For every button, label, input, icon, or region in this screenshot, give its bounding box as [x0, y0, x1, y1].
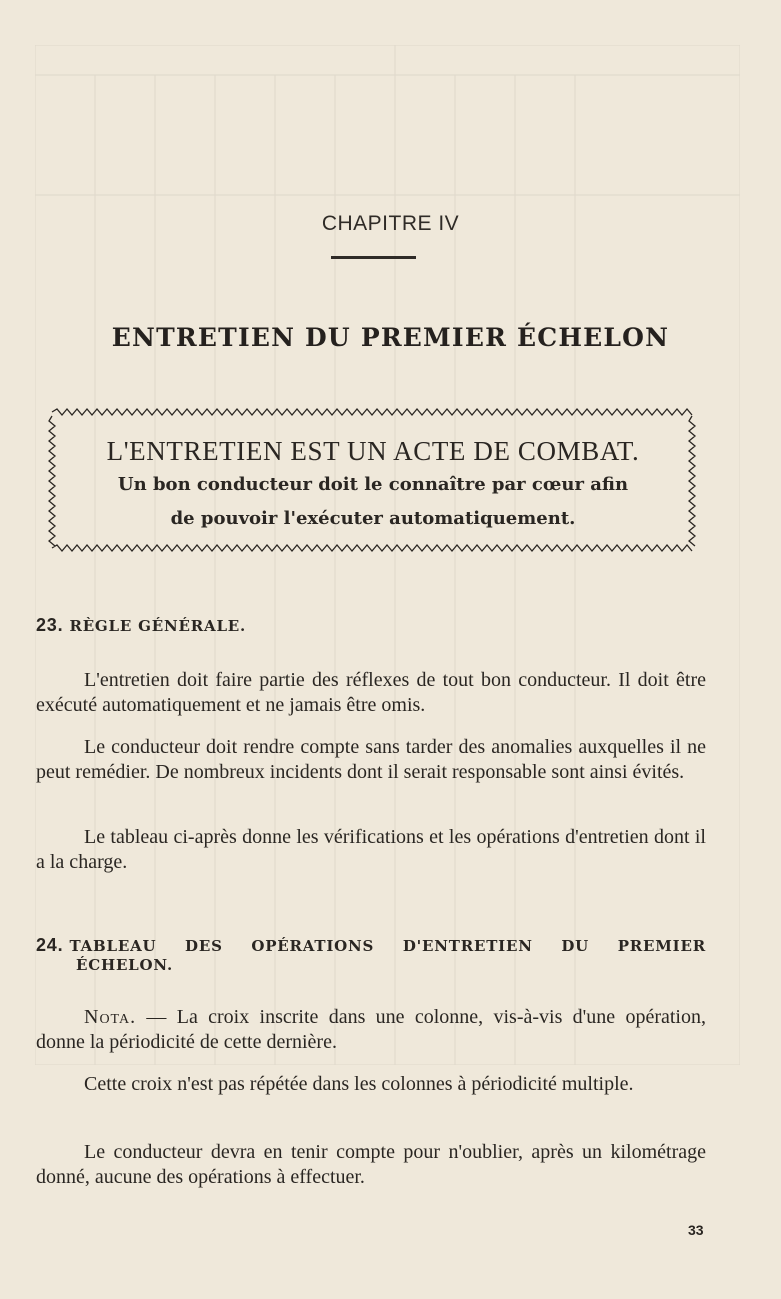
section-23-paragraph-2: Le conducteur doit rendre compte sans tarder des anomalies auxquelles il ne peut remédier. De nombreux incidents dont il serait responsable sont ainsi évités. — [36, 736, 706, 783]
section-24-heading — [36, 935, 706, 974]
section-23-title: RÈGLE GÉNÉRALE. — [69, 617, 247, 635]
motto-box — [48, 406, 698, 554]
chapter-heading: CHAPITRE IV — [321, 212, 460, 235]
page-number: 33 — [688, 1222, 704, 1238]
section-23-number: 23. — [36, 615, 64, 635]
section-24-paragraph-3: Le conducteur devra en tenir compte pour n'oublier, après un kilométrage donné, aucune des opérations à effectuer. — [36, 1141, 706, 1188]
page-title: ENTRETIEN DU PREMIER ÉCHELON — [111, 323, 670, 352]
section-24-nota — [36, 1005, 706, 1055]
section-24-title-line-1: TABLEAU DES OPÉRATIONS D'ENTRETIEN DU PREMIER — [69, 937, 706, 955]
nota-text: — La croix inscrite dans une colonne, vis-à-vis d'une opération, donne la périodicité de cette dernière. — [36, 1006, 706, 1053]
show-through-table — [35, 45, 740, 1065]
chapter-rule — [331, 256, 416, 259]
nota-label: Nota. — [84, 1006, 137, 1028]
motto-line-1: L'ENTRETIEN EST UN ACTE DE COMBAT. — [106, 436, 640, 466]
section-23-paragraph-3: Le tableau ci-après donne les vérifications et les opérations d'entretien dont il a la charge. — [36, 826, 706, 873]
section-24-number: 24. — [36, 935, 64, 955]
section-23-paragraph-1: L'entretien doit faire partie des réflexes de tout bon conducteur. Il doit être exécuté automatiquement et ne jamais être omis. — [36, 669, 706, 716]
motto-line-2: Un bon conducteur doit le connaître par cœur afin — [117, 474, 629, 495]
section-23-heading — [36, 615, 246, 636]
section-24-paragraph-2: Cette croix n'est pas répétée dans les colonnes à périodicité multiple. — [84, 1073, 634, 1095]
motto-line-3: de pouvoir l'exécuter automatiquement. — [170, 508, 576, 529]
section-24-title-line-2: ÉCHELON. — [76, 956, 173, 974]
